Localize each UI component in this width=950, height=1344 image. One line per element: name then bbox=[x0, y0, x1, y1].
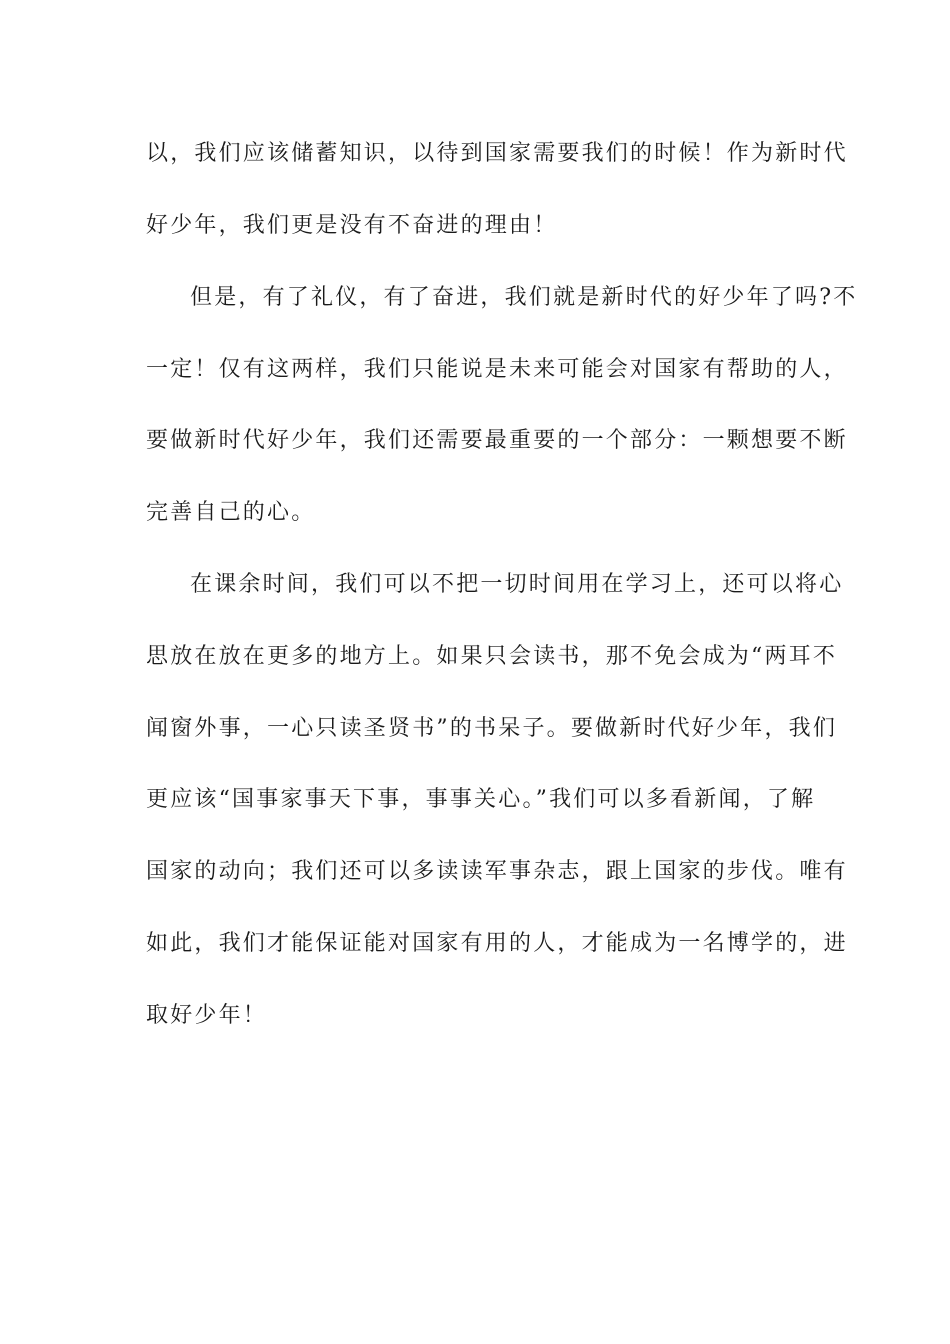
text-line: 如此，我们才能保证能对国家有用的人，才能成为一名博学的，进 bbox=[146, 931, 848, 956]
text-line: 思放在放在更多的地方上。如果只会读书，那不免会成为“两耳不 bbox=[146, 644, 838, 669]
text-line: 一定！仅有这两样，我们只能说是未来可能会对国家有帮助的人， bbox=[146, 357, 848, 382]
text-line: 国家的动向；我们还可以多读读军事杂志，跟上国家的步伐。唯有 bbox=[146, 859, 848, 884]
text-line: 以，我们应该储蓄知识，以待到国家需要我们的时候！作为新时代 bbox=[146, 141, 848, 166]
text-line: 闻窗外事，一心只读圣贤书”的书呆子。要做新时代好少年，我们 bbox=[146, 716, 838, 741]
text-line: 在课余时间，我们可以不把一切时间用在学习上，还可以将心 bbox=[190, 572, 844, 597]
text-line: 取好少年！ bbox=[146, 1003, 268, 1028]
text-line: 完善自己的心。 bbox=[146, 500, 316, 525]
text-line: 更应该“国事家事天下事，事事关心。”我们可以多看新闻，了解 bbox=[146, 787, 816, 812]
text-line: 好少年，我们更是没有不奋进的理由！ bbox=[146, 213, 558, 238]
text-line: 但是，有了礼仪，有了奋进，我们就是新时代的好少年了吗?不 bbox=[190, 285, 858, 310]
text-line: 要做新时代好少年，我们还需要最重要的一个部分：一颗想要不断 bbox=[146, 428, 848, 453]
